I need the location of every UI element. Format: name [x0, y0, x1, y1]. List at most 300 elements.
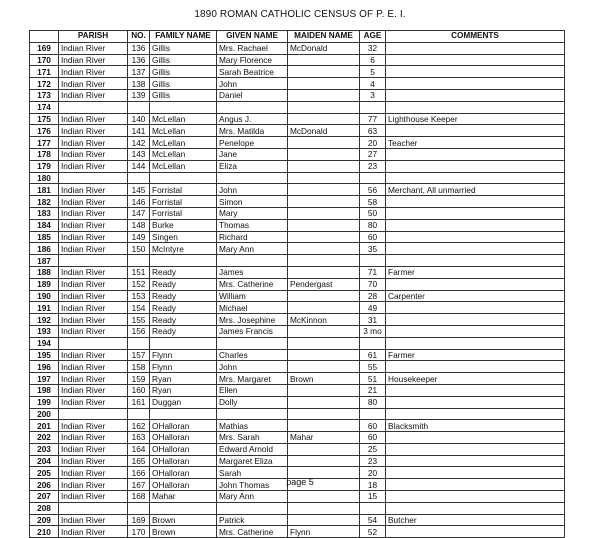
cell-parish: Indian River [59, 184, 128, 196]
cell-maiden-name [288, 148, 360, 160]
cell-parish: Indian River [59, 526, 128, 538]
cell-maiden-name [288, 231, 360, 243]
cell-comments: Farmer [386, 349, 565, 361]
cell-parish: Indian River [59, 467, 128, 479]
cell-family-name [150, 101, 217, 113]
cell-no [128, 101, 150, 113]
cell-given-name: Angus J. [217, 113, 288, 125]
cell-comments [386, 42, 565, 54]
cell-comments [386, 278, 565, 290]
table-row [30, 314, 565, 326]
cell-comments [386, 125, 565, 137]
cell-no: 150 [128, 243, 150, 255]
cell-row-number: 202 [30, 432, 59, 444]
cell-row-number: 201 [30, 420, 59, 432]
cell-no: 136 [128, 54, 150, 66]
cell-maiden-name [288, 514, 360, 526]
cell-row-number: 207 [30, 491, 59, 503]
cell-family-name: Forristal [150, 196, 217, 208]
cell-given-name: Mathias [217, 420, 288, 432]
cell-given-name: Ellen [217, 384, 288, 396]
cell-row-number: 209 [30, 514, 59, 526]
cell-family-name: Brown [150, 514, 217, 526]
cell-maiden-name: McKinnon [288, 314, 360, 326]
cell-age [360, 255, 386, 267]
cell-given-name: Sarah [217, 467, 288, 479]
cell-comments: Blacksmith [386, 420, 565, 432]
cell-family-name: Ryan [150, 384, 217, 396]
cell-no: 157 [128, 349, 150, 361]
cell-given-name: Thomas [217, 219, 288, 231]
cell-age: 18 [360, 479, 386, 491]
cell-comments [386, 207, 565, 219]
cell-no: 147 [128, 207, 150, 219]
cell-row-number: 204 [30, 455, 59, 467]
cell-comments [386, 502, 565, 514]
cell-comments [386, 255, 565, 267]
cell-maiden-name: McDonald [288, 125, 360, 137]
cell-age: 20 [360, 467, 386, 479]
table-row [30, 491, 565, 503]
cell-parish: Indian River [59, 455, 128, 467]
cell-parish [59, 337, 128, 349]
cell-given-name [217, 172, 288, 184]
cell-family-name: McLellan [150, 148, 217, 160]
cell-family-name: Flynn [150, 349, 217, 361]
cell-comments [386, 148, 565, 160]
cell-no: 145 [128, 184, 150, 196]
table-row [30, 278, 565, 290]
cell-maiden-name [288, 243, 360, 255]
cell-row-number: 185 [30, 231, 59, 243]
cell-maiden-name [288, 101, 360, 113]
cell-row-number: 206 [30, 479, 59, 491]
cell-parish: Indian River [59, 137, 128, 149]
cell-maiden-name [288, 219, 360, 231]
cell-no [128, 255, 150, 267]
cell-maiden-name [288, 502, 360, 514]
cell-row-number: 177 [30, 137, 59, 149]
cell-comments: Farmer [386, 266, 565, 278]
table-row [30, 231, 565, 243]
cell-comments [386, 219, 565, 231]
cell-family-name [150, 502, 217, 514]
cell-given-name: Jane [217, 148, 288, 160]
table-row [30, 302, 565, 314]
table-row [30, 361, 565, 373]
cell-family-name: Mahar [150, 491, 217, 503]
cell-maiden-name [288, 196, 360, 208]
cell-given-name: John [217, 78, 288, 90]
cell-no: 144 [128, 160, 150, 172]
cell-comments: Lighthouse Keeper [386, 113, 565, 125]
cell-comments [386, 89, 565, 101]
table-row [30, 66, 565, 78]
cell-given-name: Mrs. Josephine [217, 314, 288, 326]
cell-family-name: Gillis [150, 78, 217, 90]
cell-parish: Indian River [59, 113, 128, 125]
table-row [30, 420, 565, 432]
cell-no: 149 [128, 231, 150, 243]
cell-age: 56 [360, 184, 386, 196]
cell-comments [386, 396, 565, 408]
cell-parish: Indian River [59, 514, 128, 526]
cell-age: 25 [360, 443, 386, 455]
cell-parish: Indian River [59, 396, 128, 408]
cell-family-name: Gillis [150, 42, 217, 54]
cell-maiden-name [288, 337, 360, 349]
table-row [30, 290, 565, 302]
cell-maiden-name: McDonald [288, 42, 360, 54]
cell-comments: Housekeeper [386, 373, 565, 385]
cell-row-number: 183 [30, 207, 59, 219]
cell-given-name [217, 101, 288, 113]
cell-family-name: Flynn [150, 361, 217, 373]
cell-maiden-name [288, 172, 360, 184]
cell-age: 6 [360, 54, 386, 66]
cell-family-name: Gillis [150, 54, 217, 66]
cell-comments [386, 302, 565, 314]
table-row [30, 219, 565, 231]
cell-given-name: Mrs. Sarah [217, 432, 288, 444]
cell-age [360, 408, 386, 420]
cell-parish: Indian River [59, 325, 128, 337]
cell-age: 3 mo [360, 325, 386, 337]
cell-age: 60 [360, 432, 386, 444]
header-given-name: GIVEN NAME [217, 31, 288, 43]
cell-maiden-name [288, 255, 360, 267]
cell-age: 60 [360, 231, 386, 243]
cell-age: 63 [360, 125, 386, 137]
cell-family-name [150, 255, 217, 267]
cell-row-number: 188 [30, 266, 59, 278]
table-row [30, 172, 565, 184]
cell-comments [386, 491, 565, 503]
table-row [30, 325, 565, 337]
cell-age: 55 [360, 361, 386, 373]
table-row [30, 243, 565, 255]
cell-no [128, 408, 150, 420]
cell-no [128, 172, 150, 184]
cell-family-name: Ready [150, 302, 217, 314]
cell-maiden-name [288, 137, 360, 149]
cell-maiden-name [288, 207, 360, 219]
cell-parish: Indian River [59, 219, 128, 231]
cell-row-number: 175 [30, 113, 59, 125]
cell-row-number: 184 [30, 219, 59, 231]
cell-maiden-name [288, 302, 360, 314]
cell-no: 140 [128, 113, 150, 125]
cell-given-name: Daniel [217, 89, 288, 101]
cell-age: 80 [360, 396, 386, 408]
cell-row-number: 205 [30, 467, 59, 479]
table-row [30, 148, 565, 160]
cell-given-name: Mary Ann [217, 491, 288, 503]
cell-age: 27 [360, 148, 386, 160]
cell-age: 31 [360, 314, 386, 326]
cell-row-number: 180 [30, 172, 59, 184]
cell-maiden-name [288, 266, 360, 278]
table-row [30, 101, 565, 113]
table-row [30, 54, 565, 66]
cell-family-name: McLellan [150, 125, 217, 137]
header-age: AGE [360, 31, 386, 43]
cell-given-name: Mrs. Rachael [217, 42, 288, 54]
table-row [30, 514, 565, 526]
cell-family-name: OHalloran [150, 432, 217, 444]
header-no: NO. [128, 31, 150, 43]
cell-parish: Indian River [59, 479, 128, 491]
cell-maiden-name: Brown [288, 373, 360, 385]
table-row [30, 160, 565, 172]
cell-given-name: Patrick [217, 514, 288, 526]
cell-maiden-name [288, 113, 360, 125]
cell-comments [386, 408, 565, 420]
header-row [30, 31, 565, 43]
cell-parish: Indian River [59, 160, 128, 172]
cell-parish [59, 172, 128, 184]
cell-maiden-name [288, 384, 360, 396]
cell-maiden-name [288, 408, 360, 420]
cell-maiden-name [288, 420, 360, 432]
cell-parish: Indian River [59, 420, 128, 432]
cell-given-name: Mrs. Matilda [217, 125, 288, 137]
cell-comments [386, 443, 565, 455]
cell-family-name: OHalloran [150, 420, 217, 432]
cell-given-name: Mary Ann [217, 243, 288, 255]
cell-parish: Indian River [59, 314, 128, 326]
cell-given-name: Simon [217, 196, 288, 208]
cell-given-name: Edward Arnold [217, 443, 288, 455]
cell-parish: Indian River [59, 278, 128, 290]
cell-row-number: 194 [30, 337, 59, 349]
cell-family-name [150, 408, 217, 420]
cell-given-name: Mrs. Catherine [217, 526, 288, 538]
cell-family-name: McLellan [150, 113, 217, 125]
cell-row-number: 189 [30, 278, 59, 290]
cell-comments [386, 384, 565, 396]
cell-given-name: Mary Florence [217, 54, 288, 66]
cell-no: 162 [128, 420, 150, 432]
cell-row-number: 200 [30, 408, 59, 420]
cell-family-name: Forristal [150, 207, 217, 219]
cell-family-name: OHalloran [150, 479, 217, 491]
cell-parish: Indian River [59, 207, 128, 219]
cell-no: 167 [128, 479, 150, 491]
cell-no [128, 337, 150, 349]
cell-comments [386, 231, 565, 243]
cell-age: 23 [360, 160, 386, 172]
cell-given-name: Sarah Beatrice [217, 66, 288, 78]
cell-no [128, 502, 150, 514]
cell-comments [386, 361, 565, 373]
cell-given-name: James Francis [217, 325, 288, 337]
cell-given-name: James [217, 266, 288, 278]
cell-no: 141 [128, 125, 150, 137]
cell-no: 138 [128, 78, 150, 90]
cell-no: 165 [128, 455, 150, 467]
cell-parish: Indian River [59, 243, 128, 255]
cell-no: 155 [128, 314, 150, 326]
cell-age: 60 [360, 420, 386, 432]
cell-no: 159 [128, 373, 150, 385]
cell-maiden-name [288, 396, 360, 408]
cell-maiden-name [288, 325, 360, 337]
cell-no: 152 [128, 278, 150, 290]
cell-maiden-name [288, 361, 360, 373]
cell-parish: Indian River [59, 302, 128, 314]
cell-parish: Indian River [59, 125, 128, 137]
header-family-name: FAMILY NAME [150, 31, 217, 43]
cell-age: 28 [360, 290, 386, 302]
cell-age: 54 [360, 514, 386, 526]
cell-row-number: 187 [30, 255, 59, 267]
cell-age: 15 [360, 491, 386, 503]
cell-parish: Indian River [59, 361, 128, 373]
cell-comments [386, 160, 565, 172]
cell-row-number: 203 [30, 443, 59, 455]
cell-comments [386, 432, 565, 444]
cell-age: 35 [360, 243, 386, 255]
cell-row-number: 169 [30, 42, 59, 54]
cell-comments [386, 101, 565, 113]
cell-age: 77 [360, 113, 386, 125]
cell-no: 136 [128, 42, 150, 54]
cell-age: 80 [360, 219, 386, 231]
cell-row-number: 198 [30, 384, 59, 396]
cell-maiden-name: Flynn [288, 526, 360, 538]
cell-comments [386, 325, 565, 337]
cell-no: 143 [128, 148, 150, 160]
cell-given-name: William [217, 290, 288, 302]
cell-given-name: Mary [217, 207, 288, 219]
table-row [30, 137, 565, 149]
cell-maiden-name [288, 66, 360, 78]
cell-family-name: Ready [150, 278, 217, 290]
table-row [30, 349, 565, 361]
cell-comments [386, 54, 565, 66]
cell-row-number: 191 [30, 302, 59, 314]
cell-parish: Indian River [59, 384, 128, 396]
cell-family-name: Forristal [150, 184, 217, 196]
cell-given-name: Richard [217, 231, 288, 243]
table-row [30, 396, 565, 408]
cell-row-number: 171 [30, 66, 59, 78]
page-title: 1890 ROMAN CATHOLIC CENSUS OF P. E. I. [194, 9, 406, 20]
cell-parish: Indian River [59, 443, 128, 455]
cell-given-name: Mrs. Catherine [217, 278, 288, 290]
cell-no: 139 [128, 89, 150, 101]
cell-age [360, 502, 386, 514]
cell-age [360, 337, 386, 349]
cell-no: 137 [128, 66, 150, 78]
cell-row-number: 173 [30, 89, 59, 101]
cell-given-name [217, 502, 288, 514]
cell-comments: Merchant, All unmarried [386, 184, 565, 196]
cell-given-name: John Thomas [217, 479, 288, 491]
cell-age: 49 [360, 302, 386, 314]
cell-parish: Indian River [59, 54, 128, 66]
cell-row-number: 186 [30, 243, 59, 255]
cell-parish: Indian River [59, 231, 128, 243]
cell-given-name: Mrs. Margaret [217, 373, 288, 385]
cell-family-name: Brown [150, 526, 217, 538]
header-parish: PARISH [59, 31, 128, 43]
header-row-number [30, 31, 59, 43]
cell-family-name: Ryan [150, 373, 217, 385]
cell-family-name: Gillis [150, 89, 217, 101]
table-row [30, 266, 565, 278]
table-row [30, 184, 565, 196]
cell-age [360, 172, 386, 184]
cell-row-number: 196 [30, 361, 59, 373]
table-row [30, 207, 565, 219]
cell-parish: Indian River [59, 42, 128, 54]
cell-family-name: Singen [150, 231, 217, 243]
table-row [30, 42, 565, 54]
cell-row-number: 172 [30, 78, 59, 90]
table-row [30, 255, 565, 267]
cell-age: 32 [360, 42, 386, 54]
cell-comments [386, 526, 565, 538]
cell-comments [386, 196, 565, 208]
cell-parish: Indian River [59, 196, 128, 208]
table-row [30, 89, 565, 101]
cell-parish: Indian River [59, 373, 128, 385]
cell-age [360, 101, 386, 113]
cell-maiden-name: Pendergast [288, 278, 360, 290]
cell-given-name: Michael [217, 302, 288, 314]
cell-no: 164 [128, 443, 150, 455]
cell-parish: Indian River [59, 349, 128, 361]
cell-given-name [217, 408, 288, 420]
cell-age: 50 [360, 207, 386, 219]
cell-maiden-name [288, 349, 360, 361]
cell-row-number: 178 [30, 148, 59, 160]
table-row [30, 455, 565, 467]
cell-parish [59, 408, 128, 420]
cell-parish [59, 502, 128, 514]
cell-no: 166 [128, 467, 150, 479]
cell-row-number: 197 [30, 373, 59, 385]
cell-row-number: 170 [30, 54, 59, 66]
cell-given-name: Margaret Eliza [217, 455, 288, 467]
cell-row-number: 195 [30, 349, 59, 361]
cell-no: 161 [128, 396, 150, 408]
census-body [30, 42, 565, 537]
cell-family-name: Ready [150, 266, 217, 278]
cell-maiden-name [288, 54, 360, 66]
header-maiden-name: MAIDEN NAME [288, 31, 360, 43]
census-table [29, 30, 565, 538]
table-row [30, 432, 565, 444]
header-comments: COMMENTS [386, 31, 565, 43]
cell-family-name: Ready [150, 290, 217, 302]
cell-age: 61 [360, 349, 386, 361]
table-row [30, 443, 565, 455]
cell-age: 21 [360, 384, 386, 396]
cell-comments [386, 337, 565, 349]
cell-given-name: Dolly [217, 396, 288, 408]
cell-no: 158 [128, 361, 150, 373]
cell-row-number: 182 [30, 196, 59, 208]
cell-family-name: Gillis [150, 66, 217, 78]
cell-family-name: Burke [150, 219, 217, 231]
cell-no: 156 [128, 325, 150, 337]
cell-parish: Indian River [59, 491, 128, 503]
cell-maiden-name [288, 491, 360, 503]
cell-maiden-name [288, 160, 360, 172]
